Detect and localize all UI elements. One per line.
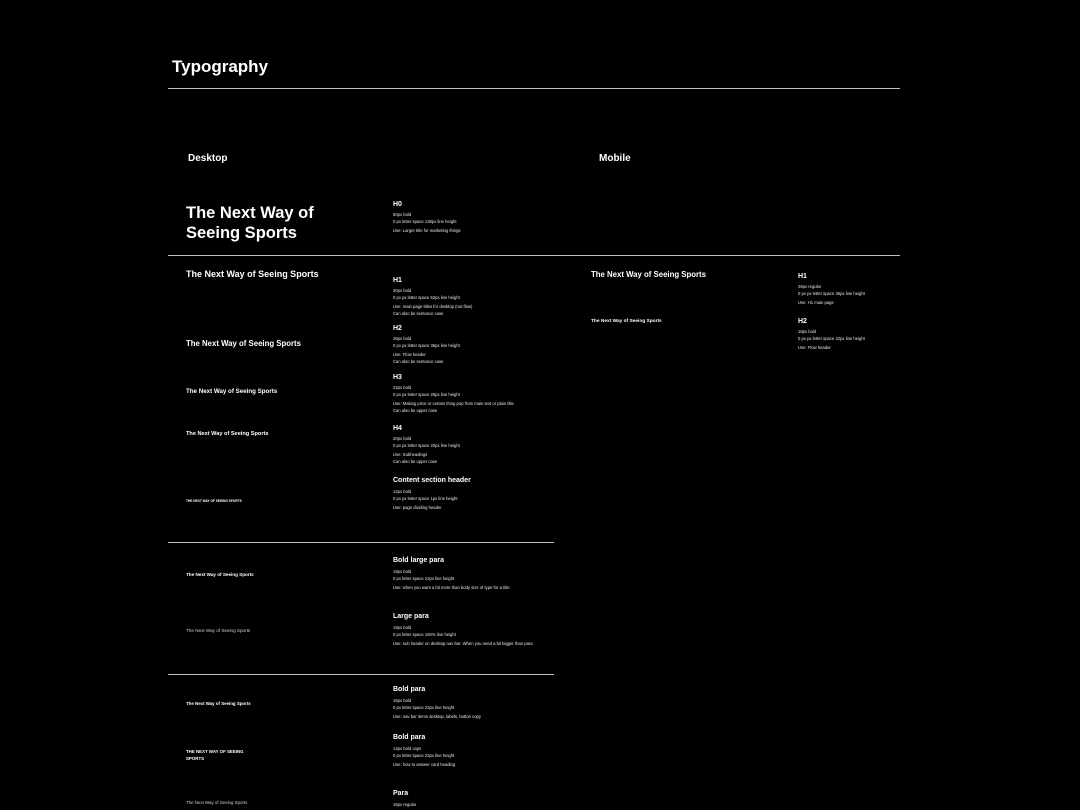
h2-spec — [393, 325, 460, 365]
spec-note: Can also be upper case — [393, 459, 438, 464]
h3-sample: The Next Way of Seeing Sports — [186, 388, 278, 395]
large-para-sample: The Next Way of Seeing Sports — [186, 628, 251, 633]
bold-large-para-spec — [393, 557, 510, 591]
mobile-h2-sample: The Next Way of Seeing Sports — [591, 319, 662, 324]
desktop-column-label: Desktop — [188, 153, 228, 164]
spec-size: 18px bold — [393, 569, 412, 574]
spec-spacing: 0 px px letter space 36px line height — [798, 291, 865, 296]
spec-title: Bold para — [393, 686, 426, 693]
h4-sample: The Next Way of Seeing Sports — [186, 431, 269, 437]
spec-size: 20px bold — [393, 436, 412, 441]
bold-para-spec — [393, 686, 481, 720]
spec-size: 50px bold — [393, 212, 412, 217]
h1-sample: The Next Way of Seeing Sports — [186, 269, 319, 279]
spec-use: Use: when you want a bit more than body size of type for a title — [393, 585, 510, 590]
spec-use: Use: sub header on desktop nav bar. When you need a bit bigger than para — [393, 641, 533, 646]
spec-use: Use: Making price or certain thing pop from main text or plain title — [393, 401, 514, 406]
spec-spacing: 0 px letter space 22px line height — [393, 753, 455, 758]
mobile-h2-spec — [798, 318, 865, 351]
mobile-column-label: Mobile — [599, 153, 631, 164]
h4-spec — [393, 425, 460, 465]
spec-size: 16px regular — [393, 802, 417, 807]
spec-title: Bold large para — [393, 557, 444, 564]
spec-use: Use: how to answer card heading — [393, 762, 456, 767]
spec-title: Para — [393, 790, 409, 797]
spec-size: 26px regular — [798, 284, 822, 289]
spec-spacing: 0 px letter space 138px line height — [393, 219, 457, 224]
spec-spacing: 0 px px letter space 26px line height — [393, 392, 460, 397]
spec-use: Use: Larger title for marketing things — [393, 228, 461, 233]
h0-sample: The Next Way of Seeing Sports — [186, 204, 314, 242]
large-para-spec — [393, 613, 533, 647]
mobile-h1-sample: The Next Way of Seeing Sports — [591, 270, 706, 279]
spec-use: Use: H1 main page — [798, 300, 834, 305]
spec-title: Content section header — [393, 477, 471, 484]
title-divider — [168, 88, 900, 89]
spec-title: H1 — [393, 277, 402, 284]
section-divider — [168, 255, 900, 256]
spec-spacing: 0 px letter space 22px line height — [393, 576, 455, 581]
spec-spacing: 0 px letter space 150% line height — [393, 632, 456, 637]
content-header-sample: THE NEXT WAY OF SEEING SPORTS — [186, 499, 242, 503]
spec-size: 18px bold — [393, 625, 412, 630]
spec-title: Large para — [393, 613, 429, 620]
spec-use: Use: Flow header — [798, 345, 831, 350]
page-title: Typography — [172, 57, 269, 76]
para-spec — [393, 790, 416, 808]
bold-para-sample: The Next Way of Seeing Sports — [186, 701, 251, 706]
spec-spacing: 0 px letter space 22px line height — [393, 705, 455, 710]
spec-spacing: 0 px px letter space 1px line height — [393, 496, 458, 501]
spec-title: H0 — [393, 201, 402, 208]
section-divider — [168, 674, 554, 675]
h2-sample: The Next Way of Seeing Sports — [186, 339, 301, 348]
spec-title: H1 — [798, 273, 807, 280]
spec-size: 16px bold — [393, 698, 412, 703]
spec-use: Use: main page titles for desktop (not flow) — [393, 304, 473, 309]
spec-size: 12px bold — [393, 489, 412, 494]
spec-note: Can also be sentance case — [393, 359, 444, 364]
spec-use: Use: nav bar items desktop, labels, button copy — [393, 714, 481, 719]
spec-use: Use: page dividing header — [393, 505, 442, 510]
spec-title: H4 — [393, 425, 402, 432]
spec-size: 14px bold caps — [393, 746, 422, 751]
spec-note: Can also be upper case — [393, 408, 438, 413]
spec-title: H3 — [393, 374, 402, 381]
h1-spec — [393, 277, 472, 317]
para-sample: The Next Way of Seeing Sports — [186, 800, 248, 805]
spec-note: Can also be sentance case — [393, 311, 444, 316]
spec-spacing: 0 px px letter space 20px line height — [393, 443, 460, 448]
section-divider — [168, 542, 554, 543]
spec-use: Use: Flow header — [393, 352, 426, 357]
bold-large-para-sample: The Next Way of Seeing Sports — [186, 572, 254, 577]
bold-caps-para-spec — [393, 734, 455, 768]
spec-spacing: 0 px px letter space 52px line height — [393, 295, 460, 300]
spec-use: Use: Subheadings — [393, 452, 428, 457]
h0-spec — [393, 201, 461, 234]
spec-title: H2 — [798, 318, 807, 325]
content-header-spec — [393, 477, 471, 511]
spec-title: Bold para — [393, 734, 426, 741]
spec-size: 18px bold — [798, 329, 817, 334]
spec-size: 30px bold — [393, 288, 412, 293]
bold-caps-para-sample: THE NEXT WAY OF SEEING SPORTS — [186, 749, 244, 761]
spec-spacing: 0 px px letter space 22px line height — [798, 336, 865, 341]
spec-size: 26px bold — [393, 336, 412, 341]
mobile-h1-spec — [798, 273, 865, 306]
spec-spacing: 0 px px letter space 36px line height — [393, 343, 460, 348]
spec-size: 22px bold — [393, 385, 412, 390]
h3-spec — [393, 374, 514, 414]
spec-title: H2 — [393, 325, 402, 332]
